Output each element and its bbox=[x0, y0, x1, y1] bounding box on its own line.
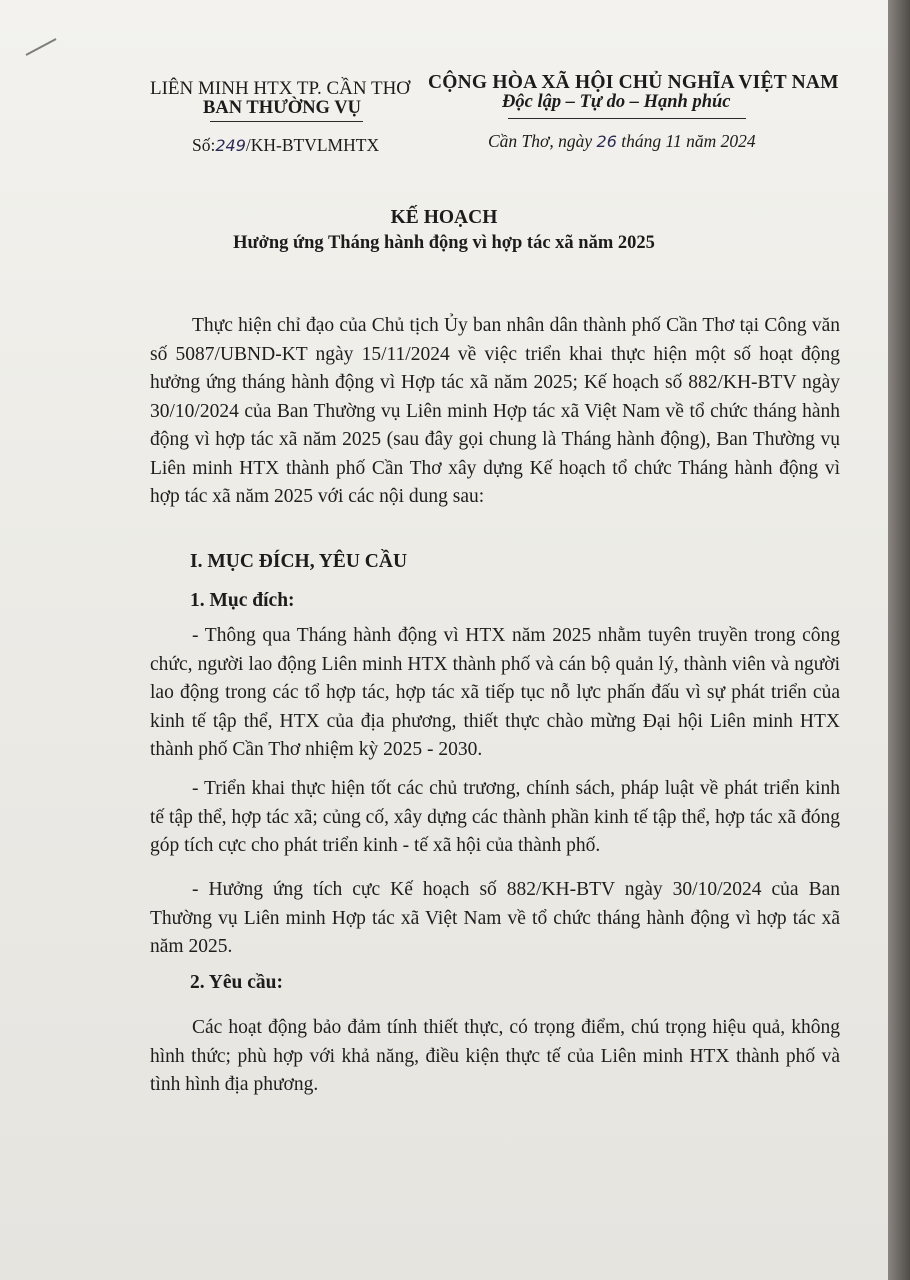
purpose-heading: 1. Mục đích: bbox=[190, 590, 295, 611]
document-number-suffix: /KH-BTVLMHTX bbox=[245, 135, 380, 155]
document-number-value: 249 bbox=[215, 136, 246, 155]
document-number bbox=[192, 135, 379, 156]
purpose-item: - Hưởng ứng tích cực Kế hoạch số 882/KH-BTV ngày 30/10/2024 của Ban Thường vụ Liên minh Hợp tác xã Việt Nam về tổ chức tháng hành động vì hợp tác xã năm 2025. bbox=[150, 879, 840, 957]
national-title: CỘNG HÒA XÃ HỘI CHỦ NGHĨA VIỆT NAM bbox=[428, 72, 839, 93]
requirement-paragraph: Các hoạt động bảo đảm tính thiết thực, có trọng điểm, chú trọng hiệu quả, không hình thức; phù hợp với khả năng, điều kiện thực tế của Liên minh HTX thành phố và tình hình địa phương. bbox=[150, 1017, 840, 1095]
purpose-item: - Triển khai thực hiện tốt các chủ trương, chính sách, pháp luật về phát triển kinh tế tập thể, hợp tác xã; củng cố, xây dựng các thành phần kinh tế tập thể, hợp tác xã đóng góp tích cực cho phát triển kinh - tế xã hội của thành phố. bbox=[150, 778, 840, 856]
motto-underline bbox=[508, 118, 746, 119]
document-title: KẾ HOẠCH bbox=[390, 207, 498, 228]
requirement-heading: 2. Yêu cầu: bbox=[190, 972, 283, 993]
issuing-department: BAN THƯỜNG VỤ bbox=[203, 98, 361, 118]
date-day: 26 bbox=[596, 132, 617, 151]
national-motto: Độc lập – Tự do – Hạnh phúc bbox=[502, 92, 731, 112]
department-underline bbox=[210, 121, 363, 122]
section-heading: I. MỤC ĐÍCH, YÊU CẦU bbox=[190, 551, 408, 572]
intro-paragraph: Thực hiện chỉ đạo của Chủ tịch Ủy ban nhân dân thành phố Cần Thơ tại Công văn số 5087/UBND-KT ngày 15/11/2024 về việc triển khai thực hiện một số hoạt động hưởng ứng tháng hành động vì Hợp tác xã năm 2025; Kế hoạch số 882/KH-BTV ngày 30/10/2024 của Ban Thường vụ Liên minh Hợp tác xã Việt Nam về tổ chức tháng hành động vì hợp tác xã năm 2025 (sau đây gọi chung là Tháng hành động), Ban Thường vụ Liên minh HTX thành phố Cần Thơ xây dựng Kế hoạch tổ chức Tháng hành động vì hợp tác xã năm 2025 với các nội dung sau: bbox=[150, 315, 840, 507]
document-number-prefix: Số: bbox=[192, 135, 216, 155]
issuing-organization: LIÊN MINH HTX TP. CẦN THƠ bbox=[150, 78, 411, 99]
issue-date bbox=[488, 131, 756, 152]
pencil-mark bbox=[26, 38, 57, 56]
page-edge-shadow bbox=[888, 0, 910, 1280]
date-prefix: Cần Thơ, ngày bbox=[488, 131, 593, 151]
purpose-item: - Thông qua Tháng hành động vì HTX năm 2025 nhằm tuyên truyền trong công chức, người lao động Liên minh HTX thành phố và cán bộ quản lý, thành viên và người lao động trong các tổ hợp tác, hợp tác xã tiếp tục nỗ lực phấn đấu vì sự phát triển của kinh tế tập thể, HTX của địa phương, thiết thực chào mừng Đại hội Liên minh HTX thành phố Cần Thơ nhiệm kỳ 2025 - 2030. bbox=[150, 625, 840, 760]
date-suffix: tháng 11 năm 2024 bbox=[621, 131, 756, 151]
document-subtitle: Hưởng ứng Tháng hành động vì hợp tác xã năm 2025 bbox=[233, 233, 655, 253]
